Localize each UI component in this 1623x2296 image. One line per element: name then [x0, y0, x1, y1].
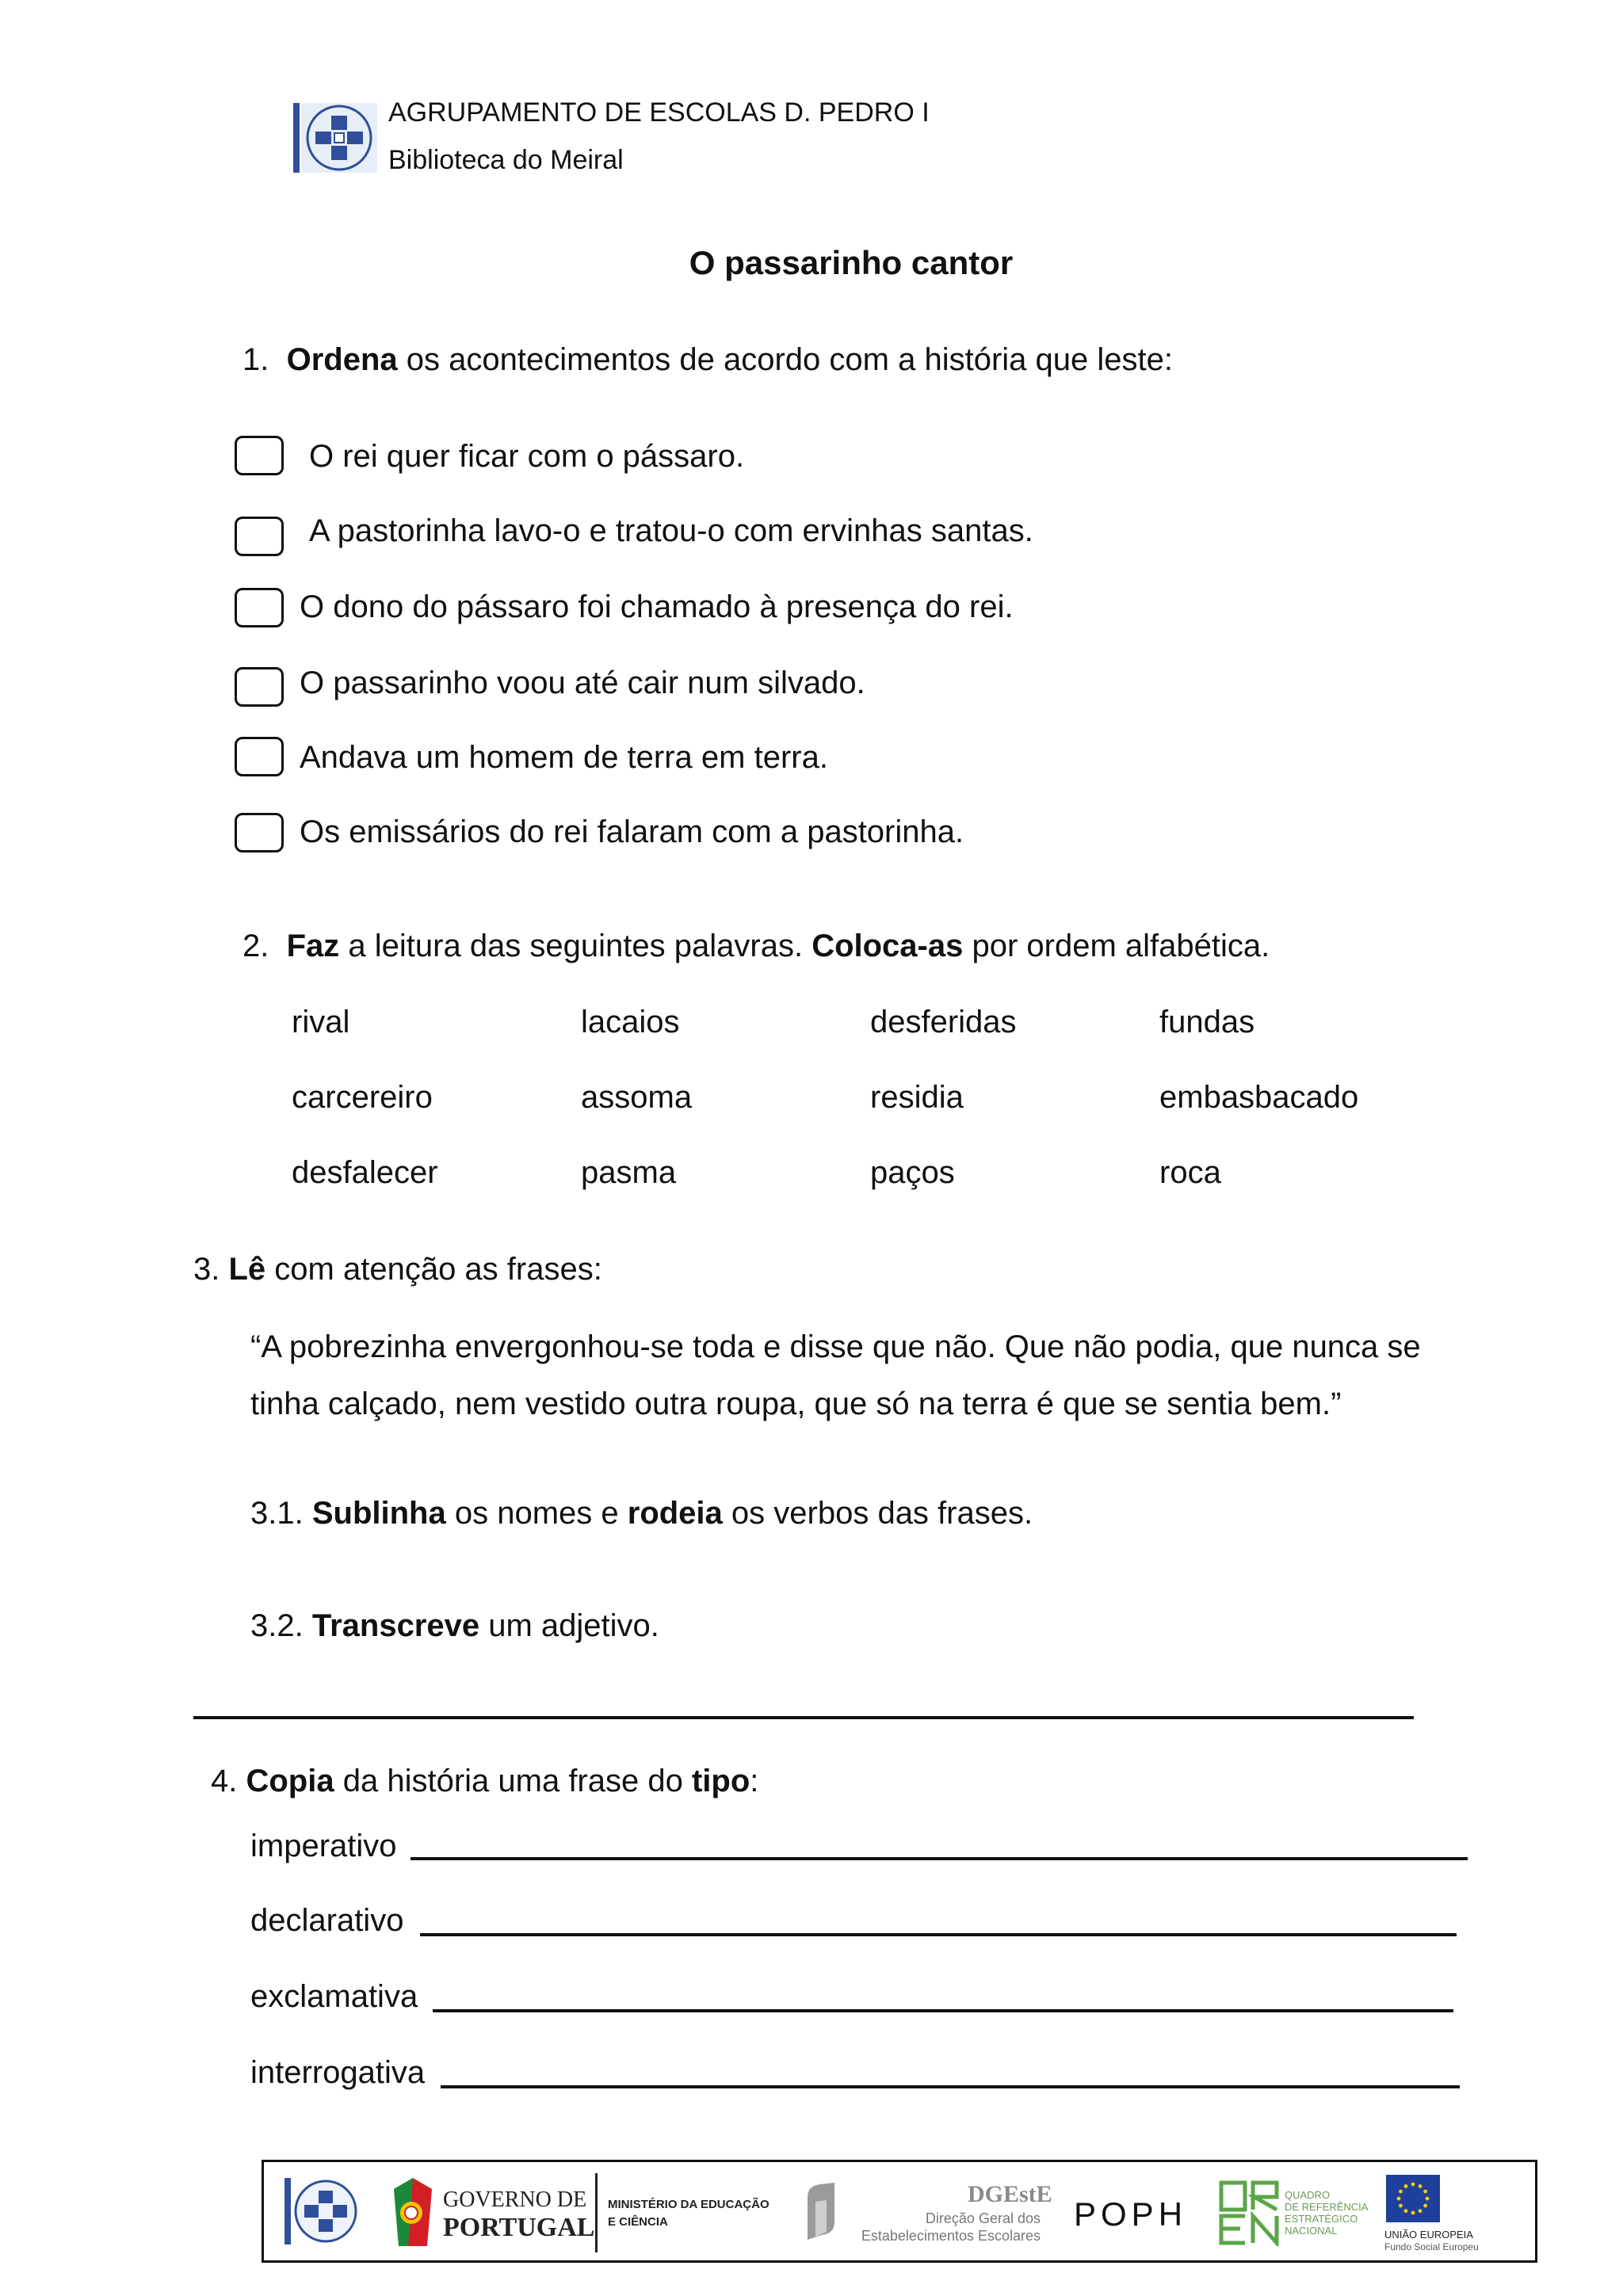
word: carcereiro — [292, 1080, 433, 1115]
word: desferidas — [870, 1005, 1017, 1039]
event-option: O passarinho voou até cair num silvado. — [300, 666, 865, 700]
dgeste-line-2: Estabelecimentos Escolares — [861, 2228, 1041, 2244]
answer-line-interrogativa[interactable] — [441, 2085, 1460, 2088]
eu-line-1: UNIÃO EUROPEIA — [1384, 2229, 1473, 2241]
question-4 — [211, 1762, 758, 1800]
qren-logo-icon — [1218, 2180, 1281, 2246]
question-text: os nomes e — [445, 1496, 628, 1531]
gov-line-1: GOVERNO DE — [443, 2187, 587, 2212]
event-option: Os emissários do rei falaram com a pastorinha. — [300, 814, 964, 849]
question-number: 3.2. — [250, 1608, 304, 1643]
word: fundas — [1159, 1005, 1255, 1039]
dgeste-leaf-icon — [800, 2181, 839, 2245]
qren-line-1: QUADRO — [1285, 2189, 1331, 2201]
answer-line-declarativo[interactable] — [420, 1933, 1457, 1936]
question-verb: Ordena — [286, 342, 398, 377]
footer-divider — [595, 2173, 598, 2252]
quote-passage — [250, 1318, 1534, 1432]
school-logo — [293, 100, 379, 176]
question-text: da história uma frase do — [334, 1764, 692, 1798]
question-number: 1. — [242, 342, 269, 377]
question-verb: Faz — [286, 929, 340, 963]
sentence-type-label: interrogativa — [250, 2055, 426, 2090]
question-number: 2. — [242, 929, 269, 963]
word: assoma — [581, 1080, 693, 1115]
answer-line-adjective[interactable] — [193, 1716, 1414, 1719]
qren-line-3: ESTRATÉGICO — [1285, 2213, 1358, 2225]
school-logo-small — [285, 2173, 364, 2249]
portugal-flag-icon — [391, 2175, 435, 2251]
question-text: os acontecimentos de acordo com a história que leste: — [397, 342, 1173, 377]
question-number: 4. — [211, 1764, 238, 1798]
question-3-2 — [250, 1607, 659, 1645]
question-verb: Transcreve — [311, 1608, 480, 1643]
question-number: 3. — [193, 1252, 220, 1287]
answer-line-exclamativa[interactable] — [433, 2009, 1453, 2012]
question-2 — [242, 927, 1270, 965]
gov-line-2: PORTUGAL — [443, 2213, 595, 2242]
word: lacaios — [581, 1005, 680, 1039]
order-box-3[interactable] — [235, 588, 284, 627]
event-option: O rei quer ficar com o pássaro. — [309, 439, 745, 474]
question-1 — [242, 341, 1173, 379]
quote-line-1: “A pobrezinha envergonhou-se toda e disse que não. Que não podia, que nunca se — [250, 1329, 1421, 1364]
eu-line-2: Fundo Social Europeu — [1384, 2241, 1479, 2252]
order-box-1[interactable] — [235, 436, 284, 475]
question-verb: Copia — [246, 1764, 334, 1798]
order-box-4[interactable] — [235, 667, 284, 707]
question-text: os verbos das frases. — [722, 1496, 1033, 1531]
dgeste-title: DGEstE — [968, 2181, 1052, 2207]
eu-flag-icon — [1386, 2175, 1440, 2222]
event-option: A pastorinha lavo-o e tratou-o com ervinhas santas. — [309, 513, 1033, 548]
footer-logos — [262, 2160, 1537, 2263]
event-option: O dono do pássaro foi chamado à presença do rei. — [300, 589, 1014, 624]
sentence-type-label: exclamativa — [250, 1979, 418, 2014]
quote-line-2: tinha calçado, nem vestido outra roupa, que só na terra é que se sentia bem.” — [250, 1386, 1342, 1421]
worksheet-title: O passarinho cantor — [689, 244, 1014, 281]
answer-line-imperativo[interactable] — [411, 1857, 1468, 1860]
question-text: : — [750, 1764, 759, 1798]
library-name: Biblioteca do Meiral — [388, 145, 624, 175]
sentence-type-label: declarativo — [250, 1903, 404, 1938]
question-verb: rodeia — [627, 1496, 723, 1531]
question-number: 3.1. — [250, 1496, 304, 1531]
order-box-6[interactable] — [235, 813, 284, 852]
word: roca — [1159, 1155, 1221, 1190]
question-3 — [193, 1250, 602, 1288]
qren-line-4: NACIONAL — [1285, 2225, 1338, 2237]
order-box-2[interactable] — [235, 517, 284, 556]
word: embasbacado — [1159, 1080, 1359, 1115]
question-keyword: tipo — [691, 1764, 750, 1798]
question-verb: Coloca-as — [812, 929, 964, 963]
ministry-line-1: MINISTÉRIO DA EDUCAÇÃO — [608, 2198, 769, 2211]
word: paços — [870, 1155, 955, 1190]
question-verb: Sublinha — [311, 1496, 446, 1531]
question-3-1 — [250, 1494, 1033, 1532]
order-box-5[interactable] — [235, 737, 284, 776]
question-verb: Lê — [228, 1252, 266, 1287]
question-text: por ordem alfabética. — [963, 929, 1270, 963]
question-text: um adjetivo. — [479, 1608, 659, 1643]
dgeste-line-1: Direção Geral dos — [925, 2210, 1041, 2226]
poph-logo: POPH — [1074, 2195, 1188, 2233]
qren-line-2: DE REFERÊNCIA — [1285, 2201, 1369, 2213]
sentence-type-label: imperativo — [250, 1829, 397, 1863]
word: pasma — [581, 1155, 677, 1190]
ministry-line-2: E CIÊNCIA — [608, 2215, 668, 2229]
question-text: a leitura das seguintes palavras. — [339, 929, 812, 963]
question-text: com atenção as frases: — [265, 1252, 602, 1287]
school-name: AGRUPAMENTO DE ESCOLAS D. PEDRO I — [388, 97, 930, 128]
word: rival — [292, 1005, 350, 1039]
event-option: Andava um homem de terra em terra. — [300, 740, 828, 775]
word: desfalecer — [292, 1155, 438, 1190]
word: residia — [870, 1080, 964, 1115]
